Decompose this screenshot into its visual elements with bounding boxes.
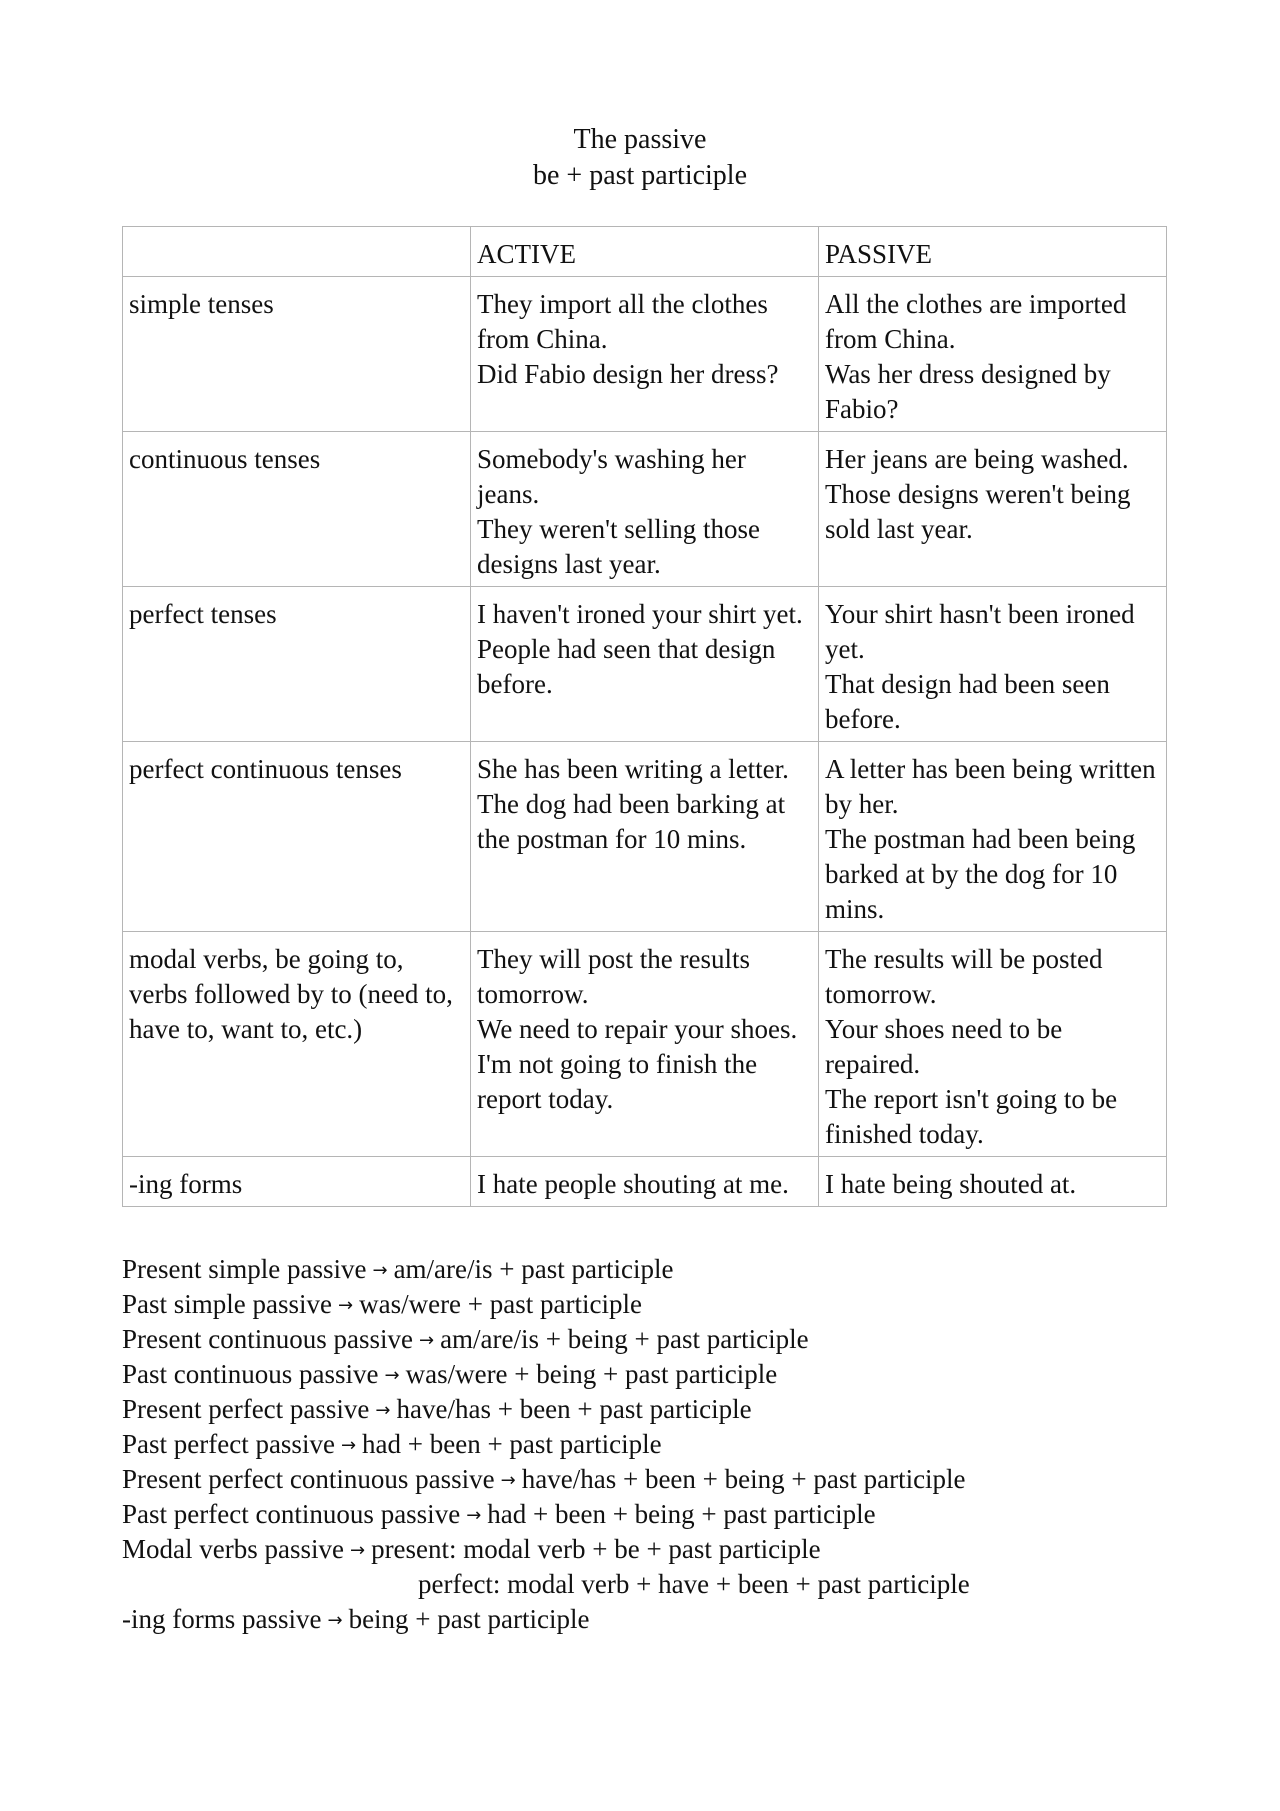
summary-rule: am/are/is + past participle — [393, 1254, 674, 1284]
summary-line — [122, 1322, 970, 1357]
arrow-icon: → — [372, 1260, 388, 1281]
active-example-sentence: They will post the results tomorrow. — [477, 944, 750, 1009]
summary-rule: had + been + past participle — [362, 1429, 662, 1459]
summary-label: Past perfect continuous passive — [122, 1499, 461, 1529]
page-title: The passive — [573, 124, 707, 155]
passive-example-sentence: Her jeans are being washed. — [825, 444, 1129, 474]
passive-example-sentence: That design had been seen before. — [825, 669, 1110, 734]
arrow-icon: → — [384, 1365, 400, 1386]
arrow-icon: → — [327, 1610, 343, 1631]
active-example-cell — [471, 587, 819, 742]
summary-label: Present continuous passive — [122, 1324, 413, 1354]
summary-line — [122, 1392, 970, 1427]
summary-line — [122, 1357, 970, 1392]
summary-label: Present perfect passive — [122, 1394, 370, 1424]
table-row — [123, 932, 1167, 1157]
active-example-cell — [471, 277, 819, 432]
arrow-icon: → — [466, 1505, 482, 1526]
table-row — [123, 587, 1167, 742]
passive-example-cell — [819, 1157, 1167, 1207]
tense-category-cell: modal verbs, be going to, verbs followed by to (need to, have to, want to, etc.) — [123, 932, 471, 1157]
passive-example-sentence: Was her dress designed by Fabio? — [825, 359, 1111, 424]
summary-rule: present: modal verb + be + past participle — [371, 1534, 821, 1564]
passive-example-cell — [819, 277, 1167, 432]
active-example-sentence: I'm not going to finish the report today. — [477, 1049, 758, 1114]
passive-example-sentence: Your shirt hasn't been ironed yet. — [825, 599, 1135, 664]
summary-label: Past simple passive — [122, 1289, 332, 1319]
passive-example-sentence: A letter has been being written by her. — [825, 754, 1156, 819]
active-example-cell — [471, 432, 819, 587]
active-example-sentence: They weren't selling those designs last year. — [477, 514, 761, 579]
passive-example-cell — [819, 587, 1167, 742]
passive-example-sentence: The results will be posted tomorrow. — [825, 944, 1103, 1009]
tense-category-cell: perfect continuous tenses — [123, 742, 471, 932]
passive-example-sentence: The report isn't going to be finished today. — [825, 1084, 1118, 1149]
passive-example-sentence: The postman had been being barked at by the dog for 10 mins. — [825, 824, 1136, 924]
active-example-sentence: We need to repair your shoes. — [477, 1014, 798, 1044]
summary-continuation-line — [122, 1567, 970, 1602]
active-example-sentence: I hate people shouting at me. — [477, 1169, 789, 1199]
active-example-sentence: I haven't ironed your shirt yet. — [477, 599, 803, 629]
passive-example-cell — [819, 432, 1167, 587]
summary-rule: was/were + being + past participle — [405, 1359, 778, 1389]
tense-category-cell: continuous tenses — [123, 432, 471, 587]
arrow-icon: → — [349, 1540, 366, 1561]
summary-label: Past perfect passive — [122, 1429, 335, 1459]
summary-label: Present simple passive — [122, 1254, 367, 1284]
active-example-sentence: Did Fabio design her dress? — [477, 359, 779, 389]
tense-category-cell: -ing forms — [123, 1157, 471, 1207]
summary-rule: am/are/is + being + past participle — [440, 1324, 809, 1354]
table-row — [123, 742, 1167, 932]
active-example-sentence: Somebody's washing her jeans. — [477, 444, 746, 509]
tense-category-cell: perfect tenses — [123, 587, 471, 742]
active-example-sentence: The dog had been barking at the postman for 10 mins. — [477, 789, 786, 854]
page-subtitle: be + past participle — [532, 160, 748, 191]
summary-line — [122, 1497, 970, 1532]
arrow-icon: → — [340, 1435, 357, 1456]
passive-example-sentence: I hate being shouted at. — [825, 1169, 1077, 1199]
summary-line — [122, 1427, 970, 1462]
arrow-icon: → — [500, 1470, 516, 1491]
passive-example-cell — [819, 742, 1167, 932]
arrow-icon: → — [338, 1295, 354, 1316]
summary-rule: have/has + been + past participle — [396, 1394, 752, 1424]
passive-table — [122, 226, 1167, 1207]
active-example-sentence: They import all the clothes from China. — [477, 289, 768, 354]
active-example-cell — [471, 932, 819, 1157]
tense-category-cell: simple tenses — [123, 277, 471, 432]
active-example-cell — [471, 742, 819, 932]
summary-rule: was/were + past participle — [359, 1289, 642, 1319]
summary-line — [122, 1252, 970, 1287]
arrow-icon: → — [418, 1330, 435, 1351]
title-block — [0, 122, 1280, 194]
active-example-sentence: She has been writing a letter. — [477, 754, 789, 784]
passive-example-cell — [819, 932, 1167, 1157]
summary-rule: being + past participle — [348, 1604, 590, 1634]
header-cell-passive: PASSIVE — [819, 227, 1167, 277]
passive-example-sentence: All the clothes are imported from China. — [825, 289, 1127, 354]
passive-forms-summary — [122, 1252, 970, 1637]
active-example-sentence: People had seen that design before. — [477, 634, 776, 699]
table-header-row — [123, 227, 1167, 277]
arrow-icon: → — [375, 1400, 391, 1421]
active-example-cell — [471, 1157, 819, 1207]
summary-line — [122, 1462, 970, 1497]
table-row — [123, 1157, 1167, 1207]
header-cell-active: ACTIVE — [471, 227, 819, 277]
summary-line — [122, 1532, 970, 1567]
summary-label: Past continuous passive — [122, 1359, 379, 1389]
summary-line — [122, 1602, 970, 1637]
header-cell-empty — [123, 227, 471, 277]
summary-line — [122, 1287, 970, 1322]
summary-rule: have/has + been + being + past participle — [521, 1464, 966, 1494]
table-row — [123, 277, 1167, 432]
passive-example-sentence: Those designs weren't being sold last year. — [825, 479, 1131, 544]
summary-label: Present perfect continuous passive — [122, 1464, 495, 1494]
passive-example-sentence: Your shoes need to be repaired. — [825, 1014, 1063, 1079]
summary-rule-continuation: perfect: modal verb + have + been + past participle — [418, 1569, 970, 1599]
summary-label: Modal verbs passive — [122, 1534, 344, 1564]
summary-label: -ing forms passive — [122, 1604, 322, 1634]
table-row — [123, 432, 1167, 587]
summary-rule: had + been + being + past participle — [487, 1499, 876, 1529]
